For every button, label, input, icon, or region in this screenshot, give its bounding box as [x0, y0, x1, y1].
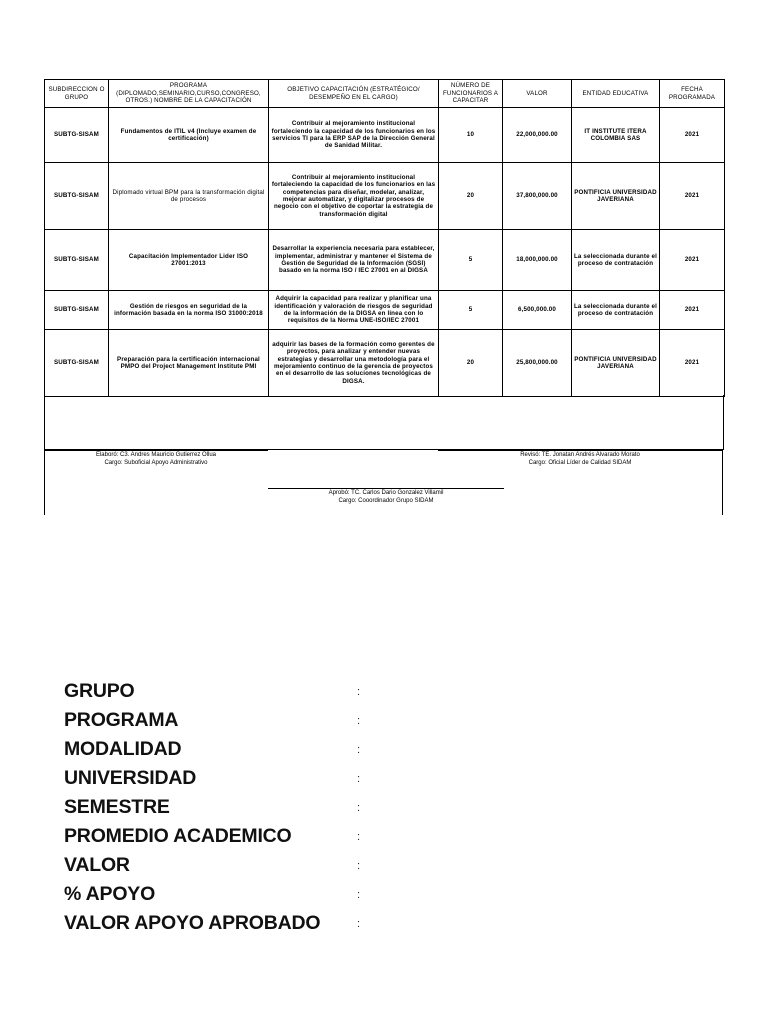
table-row — [45, 108, 725, 163]
form-separator: : — [357, 802, 361, 814]
cell-program: Capacitación Implementador Lider ISO 27001:2013 — [109, 230, 269, 291]
form-separator: : — [357, 860, 361, 872]
form-label: SEMESTRE — [64, 796, 170, 818]
table-header-row — [45, 80, 725, 108]
training-plan-sheet — [44, 79, 724, 397]
form-label: PROGRAMA — [64, 709, 179, 731]
reviewed-by-name: Revisó: TE. Jonatan Andrés Alvarado Morato — [520, 452, 640, 458]
right-border-line — [722, 449, 723, 515]
cell-group: SUBTG-SISAM — [45, 230, 109, 291]
cell-objective: Adquirir la capacidad para realizar y planificar una identificación y valoración de riesgos de seguridad de la información de la DIGSA en linea con lo requisitos de la Norma UNE-ISO/IEC 27001 — [269, 291, 439, 330]
cell-count: 20 — [439, 163, 503, 230]
table-row — [45, 291, 725, 330]
training-plan-table — [44, 79, 725, 397]
cell-group: SUBTG-SISAM — [45, 330, 109, 397]
form-row-modalidad — [64, 738, 384, 767]
cell-count: 5 — [439, 230, 503, 291]
cell-objective: Desarrollar la experiencia necesaria para establecer, implementar, administrar y mantener el Sistema de Gestión de Seguridad de la Información (SGSI) basado en la norma ISO / IEC 27001 en al DIGSA — [269, 230, 439, 291]
header-count: NÚMERO DE FUNCIONARIOS A CAPACITAR — [439, 80, 503, 108]
cell-group: SUBTG-SISAM — [45, 108, 109, 163]
form-separator: : — [357, 918, 361, 930]
cell-program: Diplomado virtual BPM para la transformación digital de procesos — [109, 163, 269, 230]
reviewed-by-role: Cargo: Oficial Líder de Calidad SIDAM — [528, 460, 632, 466]
cell-entity: PONTIFICIA UNIVERSIDAD JAVERIANA — [572, 163, 660, 230]
form-label: VALOR APOYO APROBADO — [64, 912, 321, 934]
form-row-universidad — [64, 767, 384, 796]
cell-objective: adquirir las bases de la formación como gerentes de proyectos, para analizar y entender nuevas estrategias y desarrollar una metodología para el mejoramiento continuo de la gerencia de proyectos en el desarrollo de las soluciones tecnológicas de DIGSA. — [269, 330, 439, 397]
cell-entity: IT INSTITUTE ITERA COLOMBIA SAS — [572, 108, 660, 163]
cell-program: Gestión de riesgos en seguridad de la información basada en la norma ISO 31000:2018 — [109, 291, 269, 330]
form-row-programa — [64, 709, 384, 738]
cell-objective: Contribuir al mejoramiento institucional fortaleciendo la capacidad de los funcionarios en los servicios TI para la ERP SAP de la Dirección General de Sanidad Militar. — [269, 108, 439, 163]
approved-by-role: Cargo: Cooordinador Grupo SIDAM — [338, 498, 434, 504]
table-row — [45, 163, 725, 230]
form-row-valor-apoyo — [64, 912, 384, 941]
approved-by-name: Aprobó: TC. Carlos Dario Gonzalez Villamil — [328, 490, 444, 496]
prepared-by-name: Elaboró: C3. Andres Mauricio Gutierrez Ollua — [95, 452, 217, 458]
cell-value: 25,800,000.00 — [503, 330, 572, 397]
cell-date: 2021 — [660, 291, 725, 330]
form-separator: : — [357, 773, 361, 785]
header-group: SUBDIRECCION O GRUPO — [45, 80, 109, 108]
cell-value: 6,500,000.00 — [503, 291, 572, 330]
form-label: UNIVERSIDAD — [64, 767, 197, 789]
form-label: % APOYO — [64, 883, 156, 905]
cell-count: 20 — [439, 330, 503, 397]
prepared-by-role: Cargo: Suboficial Apoyo Administrativo — [104, 460, 208, 466]
form-label: VALOR — [64, 854, 130, 876]
header-objective: OBJETIVO CAPACITACIÓN (ESTRATÉGICO/ DESEMPEÑO EN EL CARGO) — [269, 80, 439, 108]
cell-entity: PONTIFICIA UNIVERSIDAD JAVERIANA — [572, 330, 660, 397]
form-row-apoyo — [64, 883, 384, 912]
form-row-grupo — [64, 680, 384, 709]
form-label: GRUPO — [64, 680, 135, 702]
form-separator: : — [357, 744, 361, 756]
form-label: PROMEDIO ACADEMICO — [64, 825, 292, 847]
cell-objective: Contribuir al mejoramiento institucional fortaleciendo la capacidad de los funcionarios en las competencias para diseñar, modelar, analizar, mejorar automatizar, y digitalizar procesos de negocio con el objetivo de coportar la estrategia de transformación digital — [269, 163, 439, 230]
cell-date: 2021 — [660, 230, 725, 291]
cell-group: SUBTG-SISAM — [45, 163, 109, 230]
cell-program: Preparación para la certificación internacional PMPO del Project Management Institute PMI — [109, 330, 269, 397]
cell-group: SUBTG-SISAM — [45, 291, 109, 330]
cell-count: 5 — [439, 291, 503, 330]
form-separator: : — [357, 831, 361, 843]
form-row-semestre — [64, 796, 384, 825]
cell-date: 2021 — [660, 163, 725, 230]
cell-value: 18,000,000.00 — [503, 230, 572, 291]
header-date: FECHA PROGRAMADA — [660, 80, 725, 108]
form-separator: : — [357, 715, 361, 727]
form-row-valor — [64, 854, 384, 883]
cell-count: 10 — [439, 108, 503, 163]
cell-value: 37,800,000.00 — [503, 163, 572, 230]
header-entity: ENTIDAD EDUCATIVA — [572, 80, 660, 108]
cell-value: 22,000,000.00 — [503, 108, 572, 163]
table-row — [45, 330, 725, 397]
cell-date: 2021 — [660, 330, 725, 397]
form-separator: : — [357, 889, 361, 901]
header-program: PROGRAMA (DIPLOMADO,SEMINARIO,CURSO,CONGRESO, OTROS.) NOMBRE DE LA CAPACITACIÓN — [109, 80, 269, 108]
signature-blank-area — [44, 395, 724, 450]
form-row-promedio — [64, 825, 384, 854]
cell-entity: La seleccionada durante el proceso de contratación — [572, 230, 660, 291]
form-separator: : — [357, 686, 361, 698]
form-label: MODALIDAD — [64, 738, 182, 760]
cell-date: 2021 — [660, 108, 725, 163]
header-value: VALOR — [503, 80, 572, 108]
cell-program: Fundamentos de ITIL v4 (Incluye examen de certificación) — [109, 108, 269, 163]
cell-entity: La seleccionada durante el proceso de contratación — [572, 291, 660, 330]
table-row — [45, 230, 725, 291]
